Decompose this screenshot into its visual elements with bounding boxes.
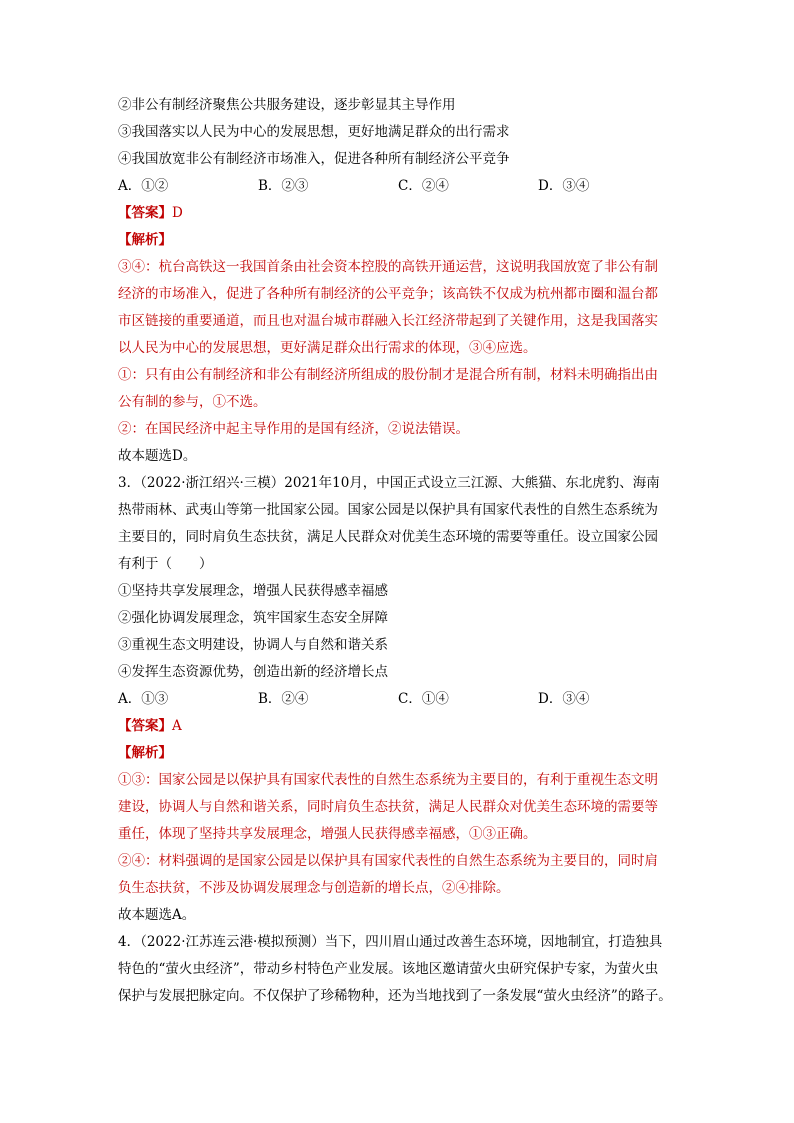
choice-a: A．①③: [118, 691, 169, 707]
q3-stem: [118, 470, 678, 578]
choice-b: B．②④: [258, 691, 309, 707]
answer-value: D: [172, 205, 183, 221]
q2-analysis: [118, 254, 678, 443]
option-line: ④我国放宽非公有制经济市场准入，促进各种所有制经济公平竞争: [118, 151, 510, 167]
stem-line: 保护与发展把脉定向。不仅保护了珍稀物种，还为当地找到了一条发展“萤火虫经济”的路子。: [118, 988, 672, 1004]
option-line: ①坚持共享发展理念，增强人民获得感幸福感: [118, 583, 388, 599]
choice-c: C．②④: [398, 178, 449, 194]
analysis-line: ③④：杭台高铁这一我国首条由社会资本控股的高铁开通运营，这说明我国放宽了非公有制: [118, 259, 658, 275]
analysis-line: ①③：国家公园是以保护具有国家代表性的自然生态系统为主要目的，有利于重视生态文明: [118, 772, 658, 788]
document-page: [118, 92, 678, 1010]
analysis-line: ①：只有由公有制经济和非公有制经济所组成的股份制才是混合所有制，材料未明确指出由: [118, 367, 658, 383]
answer-label: 【答案】: [118, 205, 172, 221]
analysis-line: 建设，协调人与自然和谐关系，同时肩负生态扶贫，满足人民群众对优美生态环境的需要等: [118, 799, 658, 815]
stem-line: 3．（2022·浙江绍兴·三模）2021年10月，中国正式设立三江源、大熊猫、东北虎豹、海南: [118, 475, 660, 491]
analysis-line: 经济的市场准入，促进了各种所有制经济的公平竞争；该高铁不仅成为杭州都市圈和温台都: [118, 286, 658, 302]
option-line: ④发挥生态资源优势，创造出新的经济增长点: [118, 664, 388, 680]
choice-c: C．①④: [398, 691, 449, 707]
stem-line: 特色的“萤火虫经济”，带动乡村特色产业发展。该地区邀请萤火虫研究保护专家，为萤火虫: [118, 961, 659, 977]
stem-line: 4．（2022·江苏连云港·模拟预测）当下，四川眉山通过改善生态环境，因地制宜，打造独具: [118, 934, 663, 950]
choice-d: D．③④: [538, 691, 590, 707]
q3-conclusion: 故本题选A。: [118, 907, 196, 923]
q2-choices: [118, 173, 678, 200]
q3-analysis: [118, 767, 678, 902]
choice-a: A．①②: [118, 178, 169, 194]
answer-label: 【答案】: [118, 718, 172, 734]
q3-options: [118, 578, 678, 686]
q3-choices: [118, 686, 678, 713]
analysis-line: ②：在国民经济中起主导作用的是国有经济，②说法错误。: [118, 421, 469, 437]
answer-value: A: [172, 718, 182, 734]
analysis-line: 公有制的参与，①不选。: [118, 394, 267, 410]
q2-options: [118, 92, 678, 173]
q2-answer: [118, 200, 678, 227]
analysis-line: 以人民为中心的发展思想，更好满足群众出行需求的体现，③④应选。: [118, 340, 537, 356]
option-line: ②强化协调发展理念，筑牢国家生态安全屏障: [118, 610, 388, 626]
stem-line: 热带雨林、武夷山等第一批国家公园。国家公园是以保护具有国家代表性的自然生态系统为: [118, 502, 658, 518]
stem-line: 有利于（ ）: [118, 556, 213, 572]
analysis-line: 负生态扶贫，不涉及协调发展理念与创造新的增长点，②④排除。: [118, 880, 510, 896]
stem-line: 主要目的，同时肩负生态扶贫，满足人民群众对优美生态环境的需要等重任。设立国家公园: [118, 529, 658, 545]
choice-b: B．②③: [258, 178, 309, 194]
analysis-line: 重任，体现了坚持共享发展理念，增强人民获得感幸福感，①③正确。: [118, 826, 537, 842]
option-line: ③重视生态文明建设，协调人与自然和谐关系: [118, 637, 388, 653]
choice-d: D．③④: [538, 178, 590, 194]
q2-conclusion: 故本题选D。: [118, 448, 197, 464]
q3-answer: [118, 713, 678, 740]
q2-analysis-label: 【解析】: [118, 232, 172, 248]
analysis-line: 市区链接的重要通道，而且也对温台城市群融入长江经济带起到了关键作用，这是我国落实: [118, 313, 658, 329]
q4-stem: [118, 929, 678, 1010]
option-line: ②非公有制经济聚焦公共服务建设，逐步彰显其主导作用: [118, 97, 456, 113]
q3-analysis-label: 【解析】: [118, 745, 172, 761]
option-line: ③我国落实以人民为中心的发展思想，更好地满足群众的出行需求: [118, 124, 510, 140]
analysis-line: ②④：材料强调的是国家公园是以保护具有国家代表性的自然生态系统为主要目的，同时肩: [118, 853, 658, 869]
